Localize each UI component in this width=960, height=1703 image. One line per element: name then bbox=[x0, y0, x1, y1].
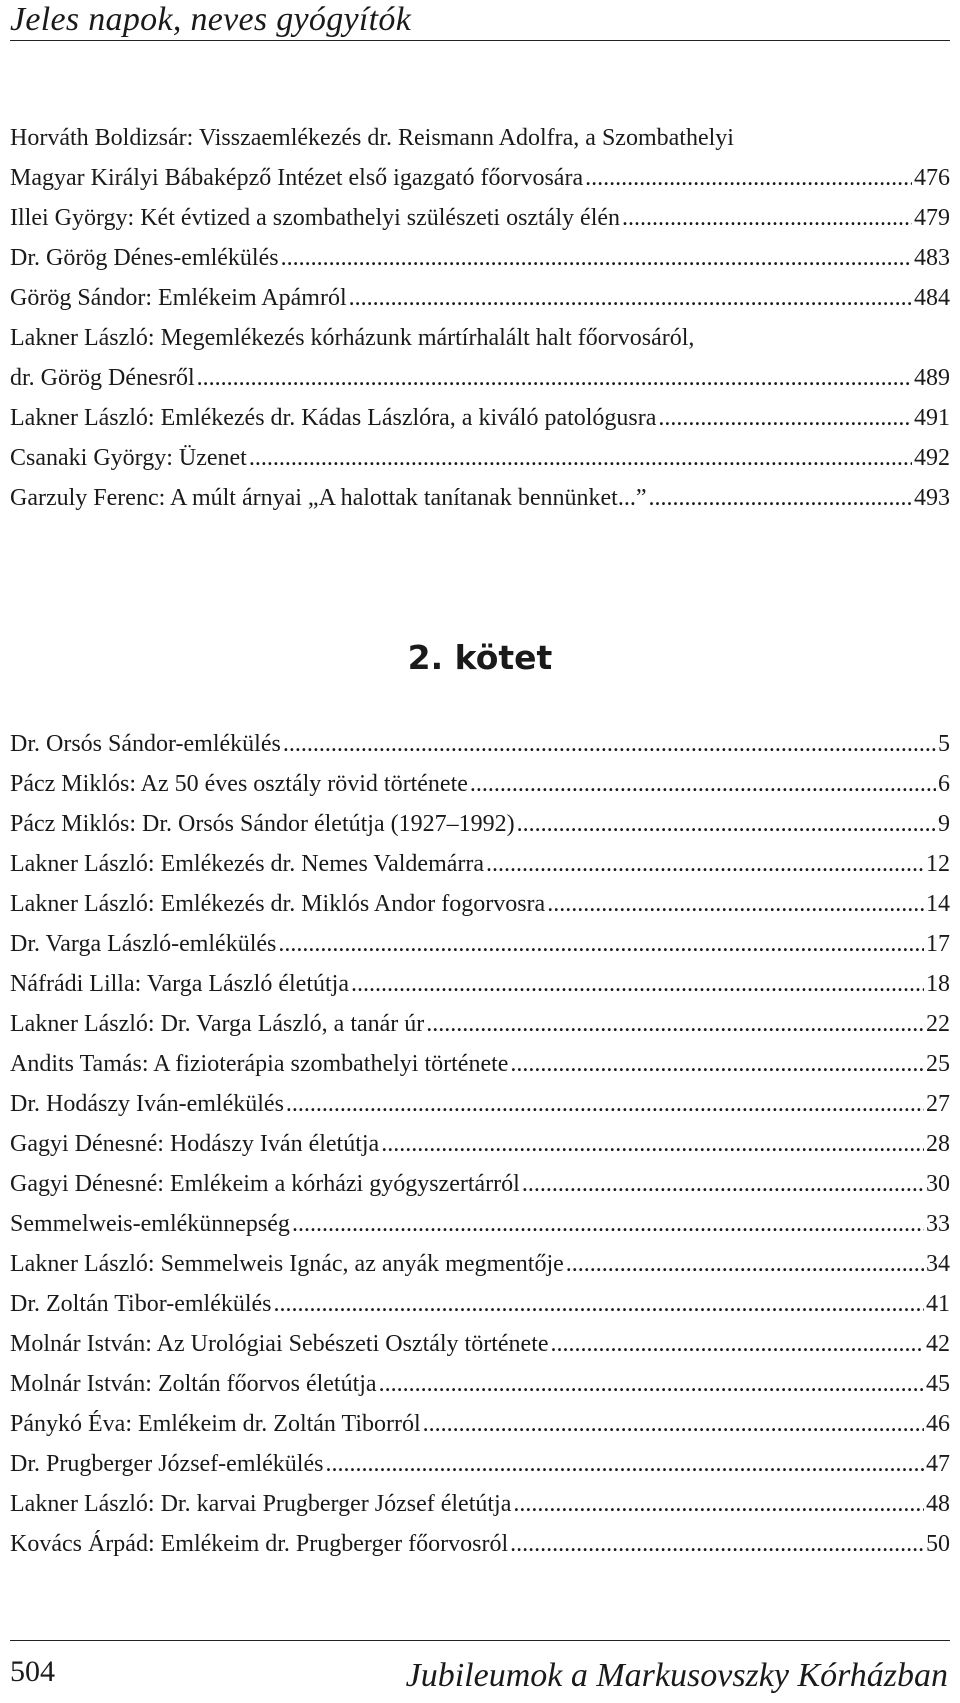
toc-entry bbox=[10, 158, 950, 198]
dot-leader bbox=[351, 964, 924, 1004]
toc-entry-title: Molnár István: Zoltán főorvos életútja bbox=[10, 1371, 377, 1397]
toc-volume-2 bbox=[10, 724, 950, 1564]
toc-entry bbox=[10, 238, 950, 278]
toc-entry-page: 493 bbox=[914, 485, 950, 511]
toc-entry-title: Lakner László: Dr. karvai Prugberger József életútja bbox=[10, 1491, 512, 1517]
toc-entry-page: 33 bbox=[926, 1211, 950, 1237]
toc-entry-title: Kovács Árpád: Emlékeim dr. Prugberger főorvosról bbox=[10, 1531, 509, 1557]
dot-leader bbox=[585, 158, 912, 198]
toc-entry-title: Dr. Prugberger József-emlékülés bbox=[10, 1451, 324, 1477]
toc-entry bbox=[10, 804, 950, 844]
dot-leader bbox=[381, 1124, 924, 1164]
dot-leader bbox=[292, 1204, 924, 1244]
dot-leader bbox=[517, 804, 936, 844]
dot-leader bbox=[486, 844, 924, 884]
toc-entry bbox=[10, 1444, 950, 1484]
toc-entry-title: Dr. Varga László-emlékülés bbox=[10, 931, 277, 957]
volume-2-heading: 2. kötet bbox=[407, 638, 553, 677]
toc-entry-title: Csanaki György: Üzenet bbox=[10, 445, 247, 471]
toc-entry bbox=[10, 844, 950, 884]
toc-entry-page: 12 bbox=[926, 851, 950, 877]
toc-entry bbox=[10, 1204, 950, 1244]
dot-leader bbox=[278, 924, 924, 964]
toc-entry bbox=[10, 1124, 950, 1164]
dot-leader bbox=[423, 1404, 924, 1444]
dot-leader bbox=[551, 1324, 924, 1364]
dot-leader bbox=[510, 1044, 924, 1084]
header-title: Jeles napok, neves gyógyítók bbox=[10, 1, 412, 38]
toc-entry-page: 41 bbox=[926, 1291, 950, 1317]
dot-leader bbox=[648, 478, 912, 518]
toc-entry-title: Dr. Görög Dénes-emlékülés bbox=[10, 245, 279, 271]
toc-entry bbox=[10, 398, 950, 438]
toc-entry-page: 42 bbox=[926, 1331, 950, 1357]
toc-entry-page: 48 bbox=[926, 1491, 950, 1517]
dot-leader bbox=[658, 398, 912, 438]
toc-entry-page: 484 bbox=[914, 285, 950, 311]
dot-leader bbox=[547, 884, 924, 924]
toc-entry bbox=[10, 764, 950, 804]
toc-entry-title: Lakner László: Megemlékezés kórházunk mártírhalált halt főorvosáról, bbox=[10, 325, 695, 351]
toc-entry-title: Andits Tamás: A fizioterápia szombathelyi története bbox=[10, 1051, 509, 1077]
toc-entry-page: 47 bbox=[926, 1451, 950, 1477]
running-header bbox=[10, 0, 950, 41]
toc-entry-page: 5 bbox=[938, 731, 950, 757]
footer-title: Jubileumok a Markusovszky Kórházban bbox=[405, 1657, 948, 1694]
toc-entry-title: Görög Sándor: Emlékeim Apámról bbox=[10, 285, 347, 311]
toc-entry-title: Gagyi Dénesné: Emlékeim a kórházi gyógyszertárról bbox=[10, 1171, 520, 1197]
toc-entry bbox=[10, 1044, 950, 1084]
dot-leader bbox=[349, 278, 912, 318]
toc-entry-title: Dr. Orsós Sándor-emlékülés bbox=[10, 731, 281, 757]
page-number: 504 bbox=[10, 1655, 55, 1688]
toc-entry bbox=[10, 1324, 950, 1364]
toc-entry-title: Lakner László: Emlékezés dr. Nemes Valdemárra bbox=[10, 851, 485, 877]
dot-leader bbox=[426, 1004, 924, 1044]
toc-entry bbox=[10, 1284, 950, 1324]
toc-entry-title: Lakner László: Semmelweis Ignác, az anyák megmentője bbox=[10, 1251, 564, 1277]
dot-leader bbox=[325, 1444, 924, 1484]
dot-leader bbox=[249, 438, 912, 478]
dot-leader bbox=[510, 1524, 924, 1564]
toc-entry-page: 18 bbox=[926, 971, 950, 997]
dot-leader bbox=[283, 724, 936, 764]
toc-volume-1 bbox=[10, 118, 950, 518]
dot-leader bbox=[566, 1244, 924, 1284]
toc-entry-title: Magyar Királyi Bábaképző Intézet első igazgató főorvosára bbox=[10, 165, 584, 191]
toc-entry-title: Dr. Hodászy Iván-emlékülés bbox=[10, 1091, 284, 1117]
toc-entry bbox=[10, 1004, 950, 1044]
toc-entry-title: Lakner László: Emlékezés dr. Kádas Lászlóra, a kiváló patológusra bbox=[10, 405, 657, 431]
toc-entry-title: Lakner László: Dr. Varga László, a tanár úr bbox=[10, 1011, 425, 1037]
toc-entry bbox=[10, 1404, 950, 1444]
toc-entry bbox=[10, 118, 950, 158]
toc-entry bbox=[10, 1084, 950, 1124]
toc-entry-page: 479 bbox=[914, 205, 950, 231]
toc-entry-page: 45 bbox=[926, 1371, 950, 1397]
dot-leader bbox=[274, 1284, 924, 1324]
toc-entry-page: 14 bbox=[926, 891, 950, 917]
toc-entry-page: 483 bbox=[914, 245, 950, 271]
toc-entry-title: Garzuly Ferenc: A múlt árnyai „A halottak tanítanak bennünket...” bbox=[10, 485, 647, 511]
toc-entry-page: 28 bbox=[926, 1131, 950, 1157]
toc-entry bbox=[10, 358, 950, 398]
toc-entry bbox=[10, 924, 950, 964]
toc-entry bbox=[10, 1524, 950, 1564]
toc-entry bbox=[10, 1484, 950, 1524]
toc-entry-page: 17 bbox=[926, 931, 950, 957]
dot-leader bbox=[286, 1084, 924, 1124]
toc-entry-page: 492 bbox=[914, 445, 950, 471]
dot-leader bbox=[622, 198, 912, 238]
toc-entry-title: Pánykó Éva: Emlékeim dr. Zoltán Tiborról bbox=[10, 1411, 421, 1437]
toc-entry-page: 34 bbox=[926, 1251, 950, 1277]
toc-entry-page: 22 bbox=[926, 1011, 950, 1037]
dot-leader bbox=[522, 1164, 924, 1204]
toc-entry-title: Semmelweis-emlékünnepség bbox=[10, 1211, 290, 1237]
toc-entry bbox=[10, 1244, 950, 1284]
toc-entry-page: 9 bbox=[938, 811, 950, 837]
toc-entry-page: 489 bbox=[914, 365, 950, 391]
toc-entry-page: 27 bbox=[926, 1091, 950, 1117]
toc-entry-page: 6 bbox=[938, 771, 950, 797]
toc-entry-page: 491 bbox=[914, 405, 950, 431]
dot-leader bbox=[513, 1484, 924, 1524]
toc-entry-title: Gagyi Dénesné: Hodászy Iván életútja bbox=[10, 1131, 380, 1157]
toc-entry-title: Illei György: Két évtized a szombathelyi szülészeti osztály élén bbox=[10, 205, 621, 231]
toc-entry-title: dr. Görög Dénesről bbox=[10, 365, 195, 391]
toc-entry-page: 476 bbox=[914, 165, 950, 191]
dot-leader bbox=[379, 1364, 924, 1404]
toc-entry-page: 50 bbox=[926, 1531, 950, 1557]
footer-rule bbox=[10, 1640, 950, 1641]
toc-entry bbox=[10, 318, 950, 358]
toc-entry-title: Dr. Zoltán Tibor-emlékülés bbox=[10, 1291, 272, 1317]
dot-leader bbox=[197, 358, 912, 398]
toc-entry bbox=[10, 724, 950, 764]
toc-entry bbox=[10, 1164, 950, 1204]
toc-entry bbox=[10, 884, 950, 924]
dot-leader bbox=[281, 238, 912, 278]
toc-entry-title: Pácz Miklós: Az 50 éves osztály rövid története bbox=[10, 771, 468, 797]
dot-leader bbox=[470, 764, 936, 804]
toc-entry bbox=[10, 478, 950, 518]
toc-entry-title: Horváth Boldizsár: Visszaemlékezés dr. Reismann Adolfra, a Szombathelyi bbox=[10, 125, 734, 151]
toc-entry bbox=[10, 198, 950, 238]
toc-entry-title: Pácz Miklós: Dr. Orsós Sándor életútja (1927–1992) bbox=[10, 811, 515, 837]
toc-entry-page: 46 bbox=[926, 1411, 950, 1437]
toc-entry-title: Lakner László: Emlékezés dr. Miklós Andor fogorvosra bbox=[10, 891, 546, 917]
toc-entry-title: Náfrádi Lilla: Varga László életútja bbox=[10, 971, 349, 997]
toc-entry-title: Molnár István: Az Urológiai Sebészeti Osztály története bbox=[10, 1331, 549, 1357]
toc-entry bbox=[10, 964, 950, 1004]
toc-entry-page: 25 bbox=[926, 1051, 950, 1077]
toc-entry bbox=[10, 438, 950, 478]
toc-entry bbox=[10, 1364, 950, 1404]
toc-entry-page: 30 bbox=[926, 1171, 950, 1197]
toc-entry bbox=[10, 278, 950, 318]
